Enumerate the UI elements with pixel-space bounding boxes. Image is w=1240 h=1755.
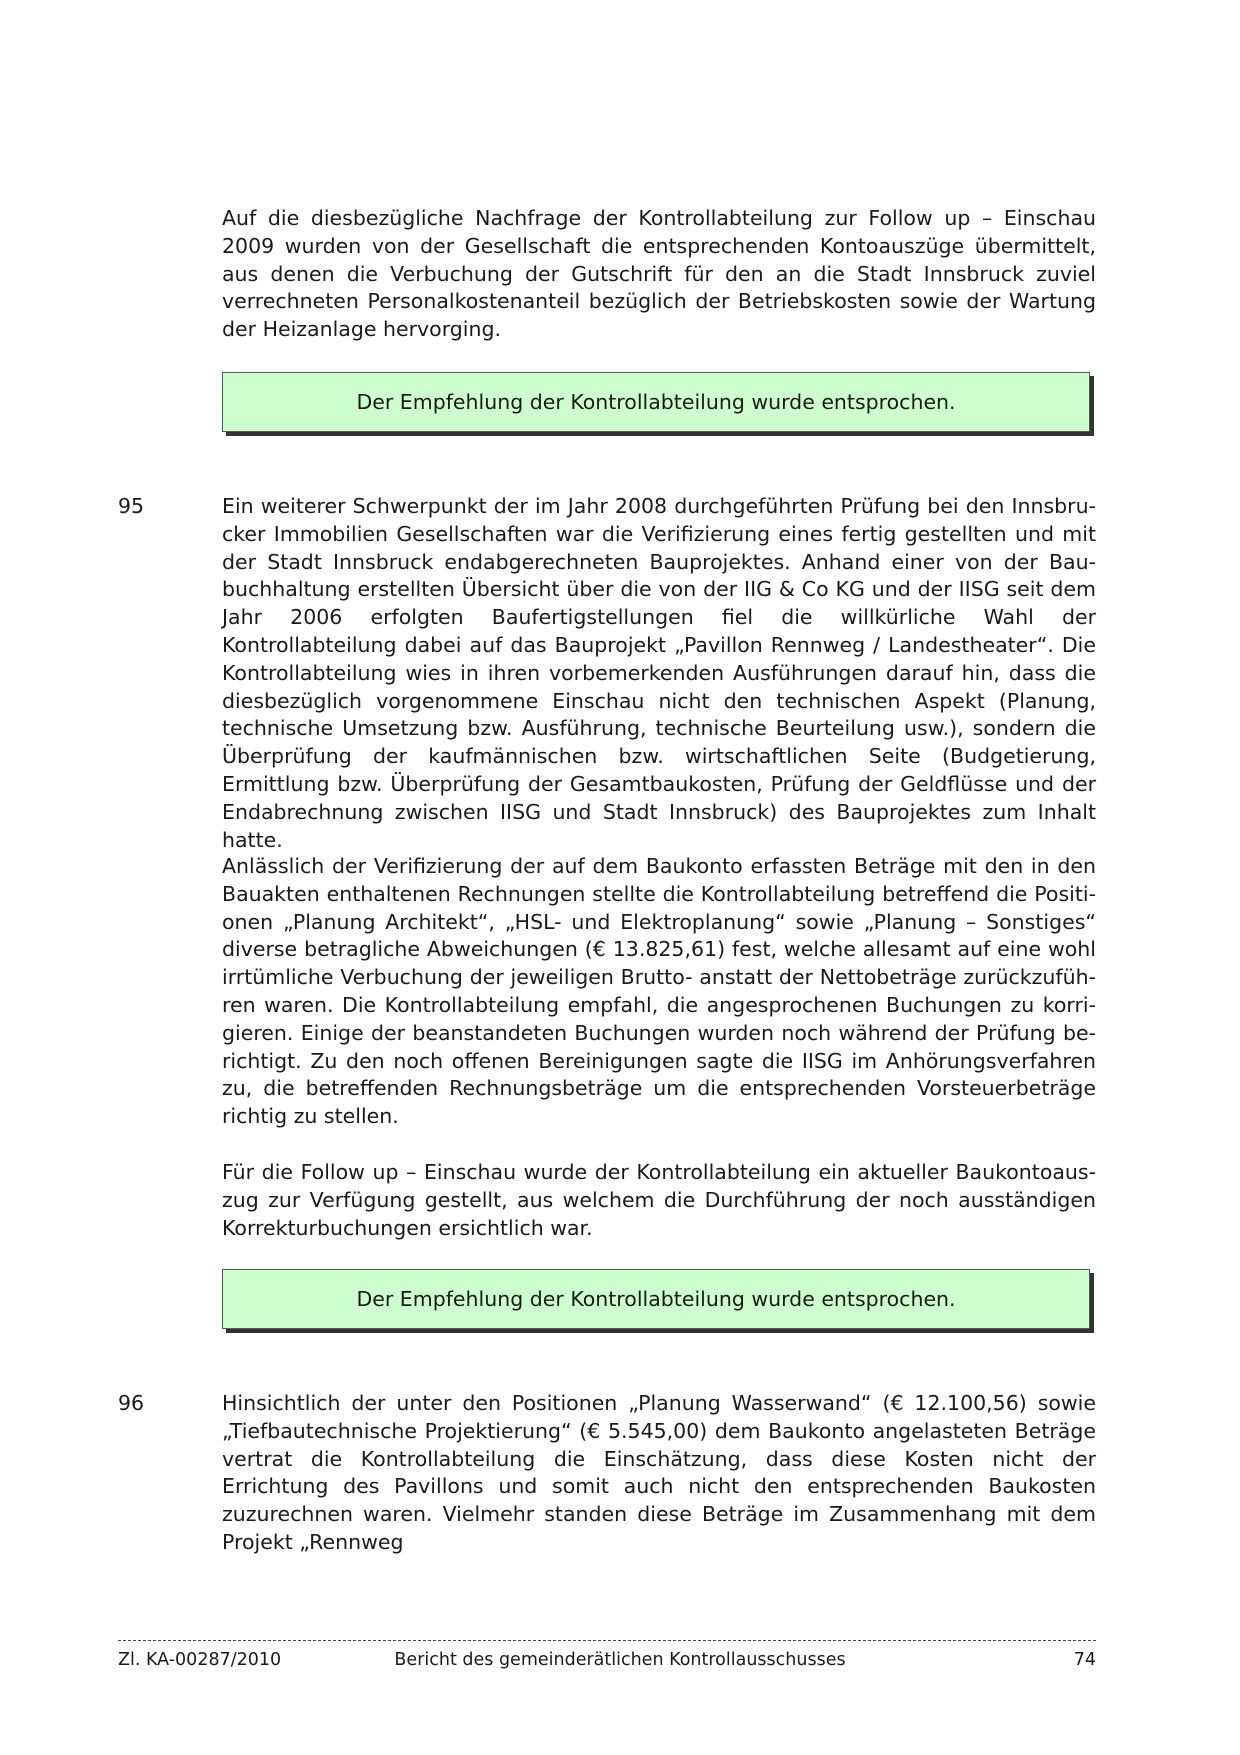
footer-report-title: Bericht des gemeinderätlichen Kontrollausschusses [394, 1650, 846, 1670]
recommendation-fulfilled-box: Der Empfehlung der Kontrollabteilung wurde entsprochen. [222, 372, 1090, 432]
section-number-95: 95 [118, 494, 145, 518]
paragraph-baukonto-abweichungen: Anlässlich der Verifizierung der auf dem Baukonto erfassten Beträge mit den in den Bauakten enthaltenen Rechnungen stellte die Kontrollabteilung betreffend die Positionen „Planung Architekt“, „HSL- und Elektroplanung“ sowie „Planung – Sonstiges“ diverse betragliche Abweichungen (€ 13.825,61) fest, welche allesamt auf eine wohl irrtümliche Verbuchung der jeweiligen Brutto- anstatt der Nettobeträge zurückzuführen waren. Die Kontrollabteilung empfahl, die angesprochenen Buchungen zu korrigieren. Einige der beanstandeten Buchungen wurden noch während der Prüfung berichtigt. Zu den noch offenen Bereinigungen sagte die IISG im Anhörungsverfahren zu, die betreffenden Rechnungsbeträge um die entsprechenden Vorsteuerbeträge richtig zu stellen. [222, 854, 1096, 1129]
footer-reference-number: Zl. KA-00287/2010 [118, 1650, 282, 1670]
paragraph-planung-wasserwand: Hinsichtlich der unter den Positionen „Planung Wasserwand“ (€ 12.100,56) sowie „Tiefbautechnische Projektierung“ (€ 5.545,00) dem Baukonto angelasteten Beträge vertrat die Kontrollabteilung die Einschätzung, dass diese Kosten nicht der Errichtung des Pavillons und somit auch nicht den entsprechenden Baukosten zuzurechnen waren. Vielmehr standen diese Beträge im Zusammenhang mit dem Projekt „Rennweg [222, 1391, 1096, 1554]
footer-page-number: 74 [1073, 1650, 1096, 1670]
paragraph-bauprojekt-verifizierung: Ein weiterer Schwerpunkt der im Jahr 2008 durchgeführten Prüfung bei den Innsbrucker Immobilien Gesellschaften war die Verifizierung eines fertig gestellten und mit der Stadt Innsbruck endabgerechneten Bauprojektes. Anhand einer von der Baubuchhaltung erstellten Übersicht über die von der IIG & Co KG und der IISG seit dem Jahr 2006 erfolgten Baufertigstellungen fiel die willkürliche Wahl der Kontrollabteilung dabei auf das Bauprojekt „Pavillon Rennweg / Landestheater“. Die Kontrollabteilung wies in ihren vorbemerkenden Ausführungen darauf hin, dass die diesbezüglich vorgenommene Einschau nicht den technischen Aspekt (Planung, technische Umsetzung bzw. Ausführung, technische Beurteilung usw.), sondern die Überprüfung der kaufmännischen bzw. wirtschaftlichen Seite (Budgetierung, Ermittlung bzw. Überprüfung der Gesamtbaukosten, Prüfung der Geldflüsse und der Endabrechnung zwischen IISG und Stadt Innsbruck) des Bauprojektes zum Inhalt hatte. [222, 494, 1096, 852]
paragraph-followup-heizanlage: Auf die diesbezügliche Nachfrage der Kontrollabteilung zur Follow up – Einschau 2009 wurden von der Gesellschaft die entsprechenden Kontoauszüge übermittelt, aus denen die Verbuchung der Gutschrift für den an die Stadt Innsbruck zuviel verrechneten Personalkostenanteil bezüglich der Betriebskosten sowie der Wartung der Heizanlage hervorging. [222, 206, 1096, 342]
footer-divider [118, 1640, 1096, 1641]
paragraph-baukontoauszug: Für die Follow up – Einschau wurde der Kontrollabteilung ein aktueller Baukontoauszug zur Verfügung gestellt, aus welchem die Durchführung der noch ausständigen Korrekturbuchungen ersichtlich war. [222, 1160, 1096, 1240]
section-number-96: 96 [118, 1391, 145, 1415]
recommendation-fulfilled-box: Der Empfehlung der Kontrollabteilung wurde entsprochen. [222, 1269, 1090, 1329]
